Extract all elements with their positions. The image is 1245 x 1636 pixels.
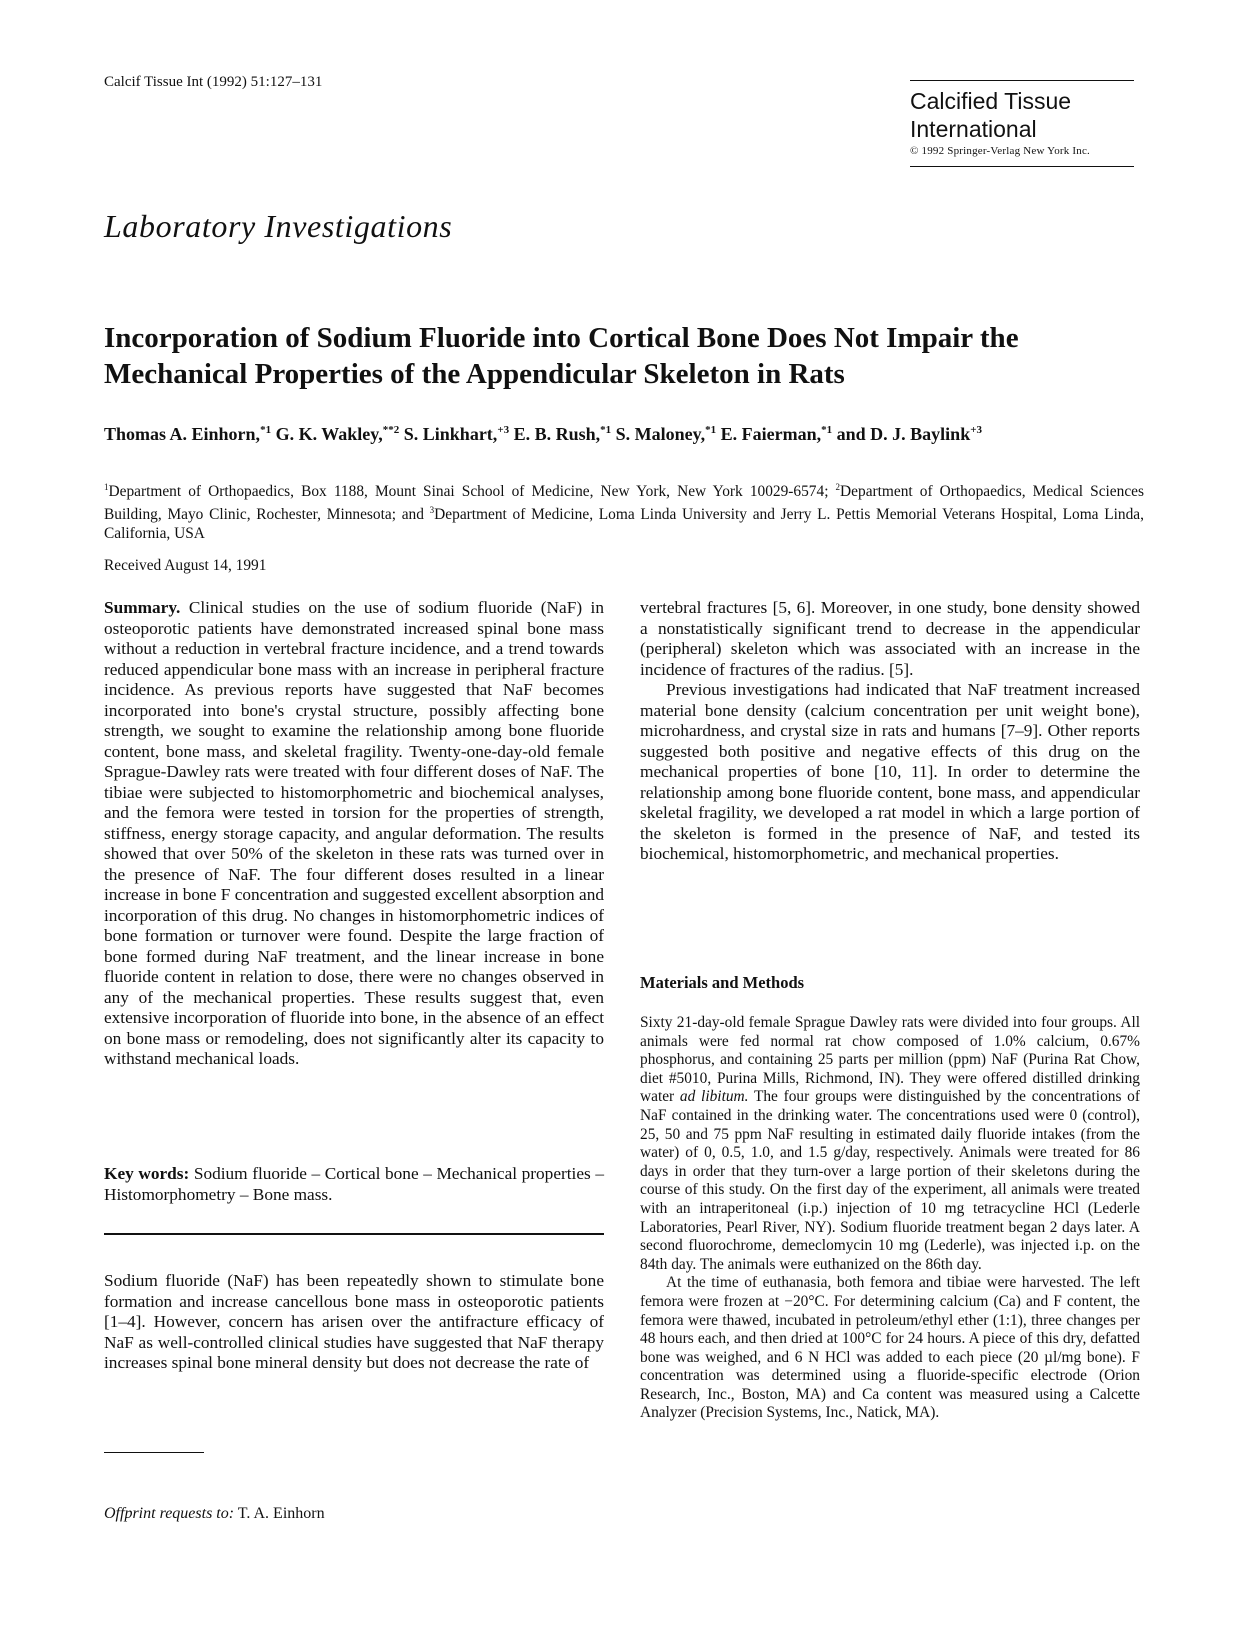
author-mark: +3: [970, 424, 982, 436]
author-name: E. Faierman,: [720, 424, 822, 444]
methods-paragraph-2: At the time of euthanasia, both femora and tibiae were harvested. The left femora were frozen at −20°C. For determining calcium (Ca) and F content, the femora were thawed, incubated in petroleum/ethyl ether (1:1), three changes per 48 hours each, and then dried at 100°C for 24 hours. A piece of this dry, defatted bone was weighed, and 6 N HCl was added to each piece (20 µl/mg bone). F concentration was determined using a fluoride-specific electrode (Orion Research, Inc., Boston, MA) and Ca content was measured using a Calcette Analyzer (Precision Systems, Inc., Natick, MA).: [640, 1274, 1140, 1422]
section-divider: [104, 1233, 604, 1235]
right-paragraph-2: Previous investigations had indicated that NaF treatment increased material bone density (calcium concentration per unit weight bone), microhardness, and crystal size in rats and humans [7–9]. Other reports suggested both positive and negative effects of this drug on the mechanical properties of bone [10, 11]. In order to determine the relationship among bone fluoride content, bone mass, and appendicular skeletal fragility, we developed a rat model in which a large portion of the skeleton is formed in the presence of NaF, and tested its biochemical, histomorphometric, and mechanical properties.: [640, 680, 1140, 863]
offprint-label: Offprint requests to:: [104, 1505, 235, 1522]
methods-text: [640, 1014, 1140, 1423]
intro-paragraph: [104, 1271, 604, 1374]
author-mark: *1: [821, 424, 833, 436]
methods-p1-part-a: Sixty 21-day-old female Sprague Dawley rats were divided into four groups. All animals were fed normal rat chow composed of 1.0% calcium, 0.67% phosphorus, and containing 25 parts per million (ppm) NaF (Purina Rat Chow, diet #5010, Purina Mills, Richmond, IN). They were offered distilled drinking water: [640, 1014, 1140, 1106]
journal-name-line1: Calcified Tissue: [910, 88, 1072, 114]
author-mark: **2: [382, 424, 400, 436]
author-name: E. B. Rush,: [513, 424, 601, 444]
summary-block: [104, 598, 604, 1070]
author-name: S. Maloney,: [615, 424, 706, 444]
intro-text: Sodium fluoride (NaF) has been repeatedly shown to stimulate bone formation and increase cancellous bone mass in osteoporotic patients [1–4]. However, concern has arisen over the antifracture efficacy of NaF as well-controlled clinical studies have suggested that NaF therapy increases spinal bone mineral density but does not decrease the rate of: [104, 1271, 604, 1372]
methods-p1-part-b: The four groups were distinguished by the concentrations of NaF contained in the drinking water. The concentrations used were 0 (control), 25, 50 and 75 ppm NaF resulting in estimated daily fluoride intakes (from the water) of 0, 0.5, 1.0, and 1.5 g/day, respectively. Animals were treated for 86 days in order that they turn-over a large portion of their skeletons during the course of this study. On the first day of the experiment, all animals were treated with an intraperitoneal (i.p.) injection of 10 mg tetracycline HCl (Lederle Laboratories, Pearl River, NY). Sodium fluoride treatment began 2 days later. A second fluorochrome, demeclomycin 10 mg (Lederle), was injected i.p. on the 84th day. The animals were euthanized on the 86th day.: [640, 1088, 1140, 1273]
journal-name-line2: International: [910, 116, 1037, 142]
copyright-notice: © 1992 Springer-Verlag New York Inc.: [910, 145, 1091, 157]
methods-p1-italic: ad libitum.: [679, 1088, 749, 1106]
keywords-label: Key words:: [104, 1164, 190, 1183]
affiliation-mark: 3: [429, 505, 435, 516]
affiliation-1: Department of Orthopaedics, Box 1188, Mount Sinai School of Medicine, New York, New York 10029-6574;: [108, 483, 836, 501]
journal-masthead: [910, 80, 1134, 167]
offprint-name: T. A. Einhorn: [237, 1505, 325, 1522]
footnote-divider: [104, 1452, 204, 1453]
author-name: and D. J. Baylink: [836, 424, 971, 444]
affiliation-mark: 1: [104, 482, 109, 492]
summary-label: Summary.: [104, 598, 181, 617]
author-list: [104, 418, 1144, 446]
author-mark: +3: [497, 424, 510, 436]
author-name: S. Linkhart,: [403, 424, 498, 444]
right-column-text: [640, 598, 1140, 865]
offprint-footnote: [104, 1505, 325, 1523]
keywords-text: Sodium fluoride – Cortical bone – Mechanical properties – Histomorphometry – Bone mass.: [104, 1164, 604, 1204]
received-date: Received August 14, 1991: [104, 557, 267, 574]
author-name: G. K. Wakley,: [275, 424, 383, 444]
summary-text: Clinical studies on the use of sodium fluoride (NaF) in osteoporotic patients have demonstrated increased spinal bone mass without a reduction in vertebral fracture incidence, and a trend towards reduced appendicular bone mass with an increase in peripheral fracture incidence. As previous reports have suggested that NaF becomes incorporated into bone's crystal structure, possibly affecting bone strength, we sought to examine the relationship among bone fluoride content, bone mass, and skeletal fragility. Twenty-one-day-old female Sprague-Dawley rats were treated with four different doses of NaF. The tibiae were subjected to histomorphometric and biochemical analyses, and the femora were tested in torsion for the properties of strength, stiffness, energy storage capacity, and angular deformation. The results showed that over 50% of the skeleton in these rats was turned over in the presence of NaF. The four different doses resulted in a linear increase in bone F concentration and suggested excellent absorption and incorporation of this drug. No changes in histomorphometric indices of bone formation or turnover were found. Despite the large fraction of bone formed during NaF treatment, and the linear increase in bone fluoride content in relation to dose, there were no changes observed in any of the mechanical properties. These results suggest that, even extensive incorporation of fluoride into bone, in the absence of an effect on bone mass or remodeling, does not significantly alter its capacity to withstand mechanical loads.: [104, 598, 604, 1068]
author-name: Thomas A. Einhorn,: [104, 424, 261, 444]
section-heading: Laboratory Investigations: [104, 208, 453, 244]
author-mark: *1: [260, 424, 272, 436]
methods-heading: Materials and Methods: [640, 973, 805, 992]
article-title: Incorporation of Sodium Fluoride into Cortical Bone Does Not Impair the Mechanical Properties of the Appendicular Skeleton in Rats: [104, 322, 1019, 390]
keywords-block: [104, 1164, 604, 1205]
author-mark: *1: [600, 424, 612, 436]
author-mark: *1: [705, 424, 717, 436]
journal-citation: Calcif Tissue Int (1992) 51:127–131: [104, 74, 323, 90]
right-paragraph-1: vertebral fractures [5, 6]. Moreover, in one study, bone density showed a nonstatistically significant trend to decrease in the appendicular (peripheral) skeleton which was associated with an increase in the incidence of fractures of the radius. [5].: [640, 598, 1140, 679]
methods-paragraph-1: [640, 1014, 1140, 1274]
affiliation-3: Department of Medicine, Loma Linda University and Jerry L. Pettis Memorial Veterans Hospital, Loma Linda, California, USA: [104, 506, 1144, 543]
affiliation-2: Department of Orthopaedics, Medical Sciences Building, Mayo Clinic, Rochester, Minnesota; and: [104, 483, 1144, 524]
affiliation-mark: 2: [835, 482, 841, 492]
affiliations: [104, 478, 1144, 543]
